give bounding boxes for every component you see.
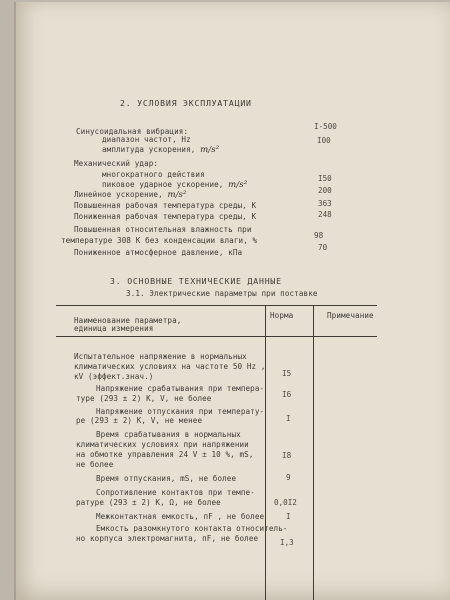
page-fold bbox=[14, 2, 16, 600]
table-row-6-line-1: Сопротивление контактов при темпе- bbox=[96, 488, 255, 497]
shock-peak-label: пиковое ударное ускорение, m/s² bbox=[102, 180, 248, 190]
table-col-divider-1 bbox=[265, 305, 266, 600]
section-3-heading: 3. ОСНОВНЫЕ ТЕХНИЧЕСКИЕ ДАННЫЕ bbox=[110, 276, 282, 286]
shock-peak-value: I50 bbox=[318, 174, 332, 183]
table-row-3-line-2: ре (293 ± 2) К, V, не менее bbox=[76, 416, 203, 425]
table-row-3-norm: I bbox=[286, 414, 291, 423]
vibration-range-label: диапазон частот, Hz bbox=[102, 135, 191, 144]
vibration-range-value: I-500 bbox=[314, 122, 337, 131]
table-col-divider-2 bbox=[313, 305, 314, 600]
table-row-8-line-1: Емкость разомкнутого контакта относитель- bbox=[96, 524, 288, 533]
table-row-6-norm: 0,0I2 bbox=[274, 498, 297, 507]
section-3-1-subheading: 3.1. Электрические параметры при поставке bbox=[126, 289, 318, 298]
temp-low-value: 248 bbox=[318, 210, 332, 219]
section-2-heading: 2. УСЛОВИЯ ЭКСПЛУАТАЦИИ bbox=[120, 98, 252, 108]
table-row-2-line-1: Напряжение срабатывания при темпера- bbox=[96, 384, 265, 393]
table-row-4-line-3: на обмотке управления 24 V ± 10 %, mS, bbox=[76, 450, 254, 459]
table-row-4-norm: I8 bbox=[282, 451, 292, 460]
table-row-7-line-1: Межконтактная емкость, пF , не более bbox=[96, 512, 265, 521]
temp-high-value: 363 bbox=[318, 199, 332, 208]
unit-ms2: m/s² bbox=[228, 180, 248, 190]
table-row-4-line-1: Время срабатывания в нормальных bbox=[96, 430, 241, 439]
vibration-amplitude-label: амплитуда ускорения, m/s² bbox=[102, 145, 220, 155]
table-row-1-line-3: кV (эффект.знач.) bbox=[74, 372, 154, 381]
table-row-2-norm: I6 bbox=[282, 390, 292, 399]
document-page bbox=[14, 2, 450, 600]
table-header-name-1: Наименование параметра, bbox=[74, 316, 182, 325]
shock-multi-label: многократного действия bbox=[102, 170, 205, 179]
vibration-title: Синусоидальная вибрация: bbox=[76, 127, 189, 136]
unit-ms2: m/s² bbox=[200, 145, 220, 155]
unit-ms2: m/s² bbox=[167, 190, 187, 200]
linear-acceleration-label: Линейное ускорение, m/s² bbox=[74, 190, 187, 200]
table-header-norm: Норма bbox=[270, 311, 294, 320]
table-row-4-line-2: климатических условиях при напряжении bbox=[76, 440, 249, 449]
table-row-8-line-2: но корпуса электромагнита, пF, не более bbox=[76, 534, 259, 543]
temp-high-label: Повышенная рабочая температура среды, К bbox=[74, 201, 257, 210]
table-row-5-norm: 9 bbox=[286, 473, 291, 482]
temp-low-label: Пониженная рабочая температура среды, К bbox=[74, 212, 257, 221]
table-header-name-2: единица измерения bbox=[74, 324, 154, 333]
table-header-rule bbox=[56, 336, 377, 337]
table-top-rule bbox=[56, 305, 377, 306]
pressure-label: Пониженное атмосферное давление, кПа bbox=[74, 248, 243, 257]
table-row-1-norm: I5 bbox=[282, 369, 292, 378]
table-row-8-norm: I,3 bbox=[280, 538, 294, 547]
table-row-7-norm: I bbox=[286, 512, 291, 521]
pressure-value: 70 bbox=[318, 243, 328, 252]
humidity-label-2: температуре 308 К без конденсации влаги, % bbox=[61, 236, 258, 245]
humidity-label-1: Повышенная относительная влажность при bbox=[74, 225, 252, 234]
table-row-2-line-2: туре (293 ± 2) К, V, не более bbox=[76, 394, 212, 403]
table-row-3-line-1: Напряжение отпускания при температу- bbox=[96, 407, 265, 416]
shock-title: Механический удар: bbox=[74, 159, 159, 168]
table-row-1-line-1: Испытательное напряжение в нормальных bbox=[74, 352, 247, 361]
table-row-5-line-1: Время отпускания, mS, не более bbox=[96, 474, 237, 483]
table-row-6-line-2: ратуре (293 ± 2) К, Ω, не более bbox=[76, 498, 221, 507]
vibration-amplitude-value: I00 bbox=[317, 136, 331, 145]
table-row-1-line-2: климатических условиях на частоте 50 Hz , bbox=[74, 362, 266, 371]
table-header-note: Примечание bbox=[327, 311, 374, 320]
table-row-4-line-4: не более bbox=[76, 460, 114, 469]
linear-acceleration-value: 200 bbox=[318, 186, 332, 195]
humidity-value: 98 bbox=[314, 231, 324, 240]
